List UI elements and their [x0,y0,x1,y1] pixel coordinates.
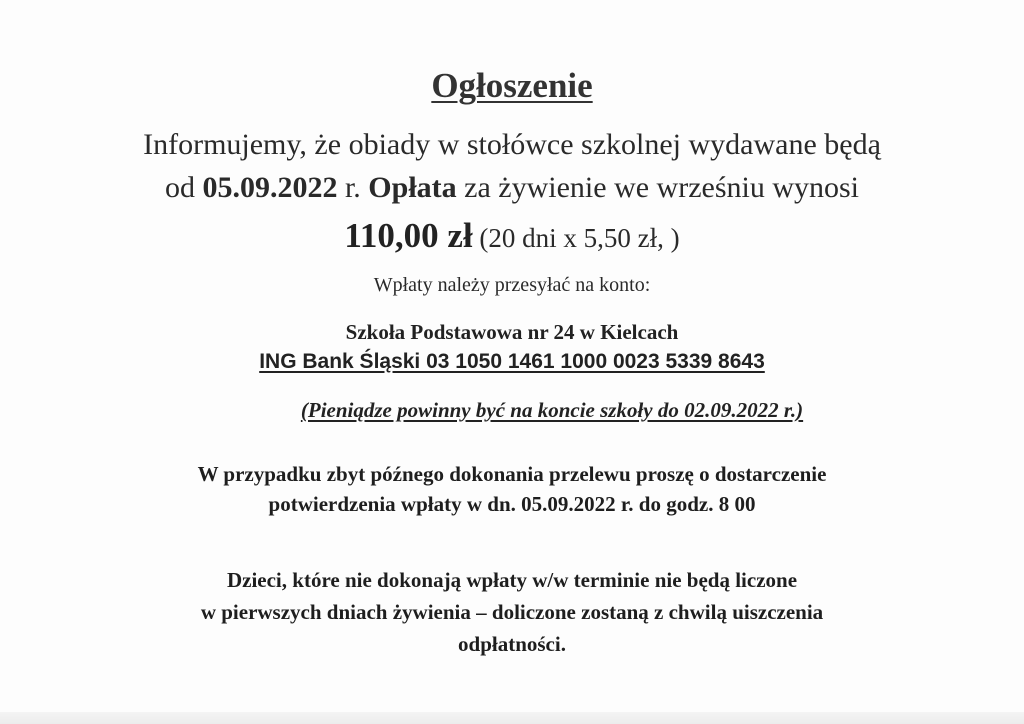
intro-line-2 [0,171,1024,205]
scan-edge [0,712,1024,724]
payment-deadline-note: (Pieniądze powinny być na koncie szkoły do 02.09.2022 r.) [300,398,804,422]
late-payment-line-1: W przypadku zbyt późnego dokonania przelewu proszę o dostarczenie [197,462,827,486]
school-name: Szkoła Podstawowa nr 24 w Kielcach [345,320,679,344]
warning-line-2: w pierwszych dniach żywienia – doliczone zostaną z chwilą uiszczenia [200,600,824,624]
warning-line-1: Dzieci, które nie dokonają wpłaty w/w terminie nie będą liczone [226,568,798,592]
fee-amount: 110,00 zł [344,216,473,255]
bank-account: ING Bank Śląski 03 1050 1461 1000 0023 5339 8643 [259,350,765,373]
payment-instruction: Wpłaty należy przesyłać na konto: [373,274,651,296]
intro-line-2-prefix: od [164,171,203,204]
page-title: Ogłoszenie [431,66,593,105]
warning-line-3: odpłatności. [458,632,566,656]
intro-line-1: Informujemy, że obiady w stołówce szkolnej wydawane będą [143,128,881,161]
fee-amount-line [0,216,1024,256]
late-payment-line-2: potwierdzenia wpłaty w dn. 05.09.2022 r. do godz. 8 00 [268,492,756,516]
start-date: 05.09.2022 [202,171,338,204]
intro-line-2-mid: r. [337,171,369,204]
fee-label: Opłata [368,171,457,204]
fee-amount-detail: (20 dni x 5,50 zł, ) [472,223,680,253]
intro-line-2-suffix: za żywienie we wrześniu wynosi [456,171,860,204]
